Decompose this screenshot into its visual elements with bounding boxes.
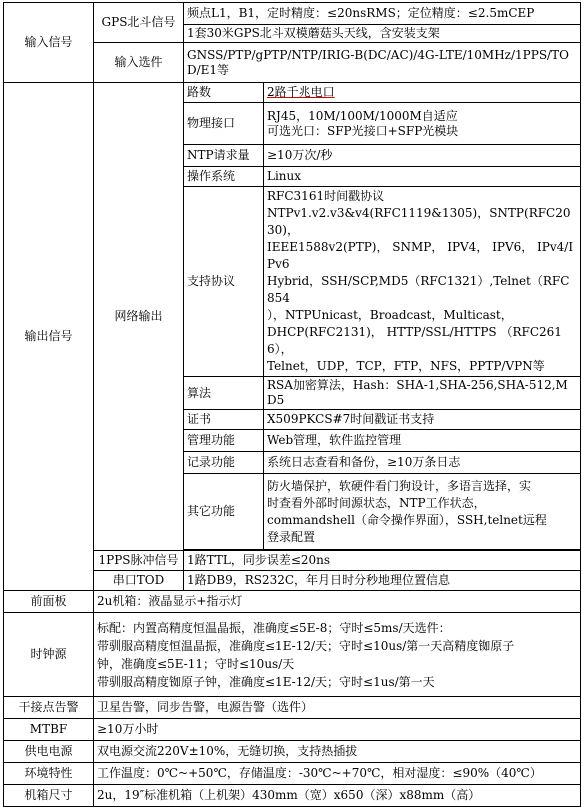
size-label: 机箱尺寸 <box>4 785 94 807</box>
mtbf-label: MTBF <box>4 719 94 741</box>
clock-line-1: 标配：内置高精度恒温晶振，准确度≤5E-8；守时≤5ms/天选件： <box>97 620 451 635</box>
interface-label: 物理接口 <box>184 103 264 145</box>
clock-line-3: 钟，准确度≤5E-11；守时≤10us/天 <box>97 656 295 671</box>
power-row <box>4 741 581 763</box>
protocol-line-3: IEEE1588v2(PTP)， SNMP， IPV4， IPV6， IPv4/IPv6 <box>267 240 574 271</box>
spec-table <box>3 2 581 807</box>
other-label: 其它功能 <box>184 474 264 550</box>
protocol-line-6: DHCP(RFC2131)， HTTP/SSL/HTTPS （RFC2616）， <box>267 325 562 356</box>
protocol-line-5: ），NTPUnicast，Broadcast，Multicast， <box>267 308 513 322</box>
mtbf-value: ≥10万小时 <box>94 719 581 741</box>
env-value: 工作温度：0℃~+50℃，存储温度：-30℃~+70℃，相对湿度：≤90%（40℃） <box>94 763 581 785</box>
clock-source-row <box>4 613 581 697</box>
other-line-1: 防火墙保护，软硬件看门狗设计，多语言选择，实 <box>267 478 532 493</box>
gps-value-1: 频点L1，B1，定时精度：≤20nsRMS；定位精度：≤2.5mCEP <box>184 3 581 25</box>
protocol-line-1: RFC3161时间戳协议 <box>267 189 385 203</box>
gps-row-1 <box>4 3 581 25</box>
env-label: 环境特性 <box>4 763 94 785</box>
tod-value: 1路DB9，RS232C，年月日时分秒地理位置信息 <box>184 571 581 591</box>
ntp-value: ≥10万次/秒 <box>264 145 581 167</box>
protocol-line-2: NTPv1.v2.v3&v4(RFC1119&1305)，SNTP(RFC2030)， <box>267 206 571 237</box>
other-value <box>264 474 581 550</box>
pps-value: 1路TTL，同步误差≤20ns <box>184 551 581 571</box>
os-value: Linux <box>264 167 581 187</box>
algorithm-label: 算法 <box>184 377 264 410</box>
power-value: 双电源交流220V±10%，无缝切换，支持热插拔 <box>94 741 581 763</box>
other-line-2: 时查看外部时间源状态，NTP工作状态， <box>267 495 486 510</box>
output-signal-label: 输出信号 <box>4 83 94 591</box>
env-row <box>4 763 581 785</box>
alarm-row <box>4 697 581 719</box>
size-row <box>4 785 581 807</box>
mgmt-label: 管理功能 <box>184 430 264 452</box>
tod-label: 串口TOD <box>94 571 184 591</box>
clock-line-4: 带驯服高精度铷原子钟，准确度≤1E-12/天；守时≤1us/第一天 <box>97 674 435 689</box>
port-label: 路数 <box>184 83 264 103</box>
port-value: 2路千兆电口 <box>264 83 581 103</box>
other-line-4: 登录配置 <box>267 529 316 544</box>
port-row <box>4 83 581 103</box>
alarm-label: 干接点告警 <box>4 697 94 719</box>
gps-label: GPS北斗信号 <box>94 3 184 43</box>
size-value: 2u，19″标准机箱（上机架）430mm（宽）x650（深）x88mm（高） <box>94 785 581 807</box>
cert-value: X509PKCS#7时间戳证书支持 <box>264 410 581 430</box>
optional-value: GNSS/PTP/gPTP/NTP/IRIG-B(DC/AC)/4G-LTE/10MHz/1PPS/TOD/E1等 <box>184 43 581 83</box>
other-line-3: commandshell（命令操作界面），SSH,telnet远程 <box>267 512 547 527</box>
power-label: 供电电源 <box>4 741 94 763</box>
interface-value-line-2: 可选光口：SFP光接口+SFP光模块 <box>267 123 459 138</box>
interface-value-line-1: RJ45，10M/100M/1000M自适应 <box>267 108 458 123</box>
protocol-value <box>264 187 581 377</box>
network-output-label: 网络输出 <box>94 83 184 551</box>
algorithm-value: RSA加密算法，Hash：SHA-1,SHA-256,SHA-512,MD5 <box>264 377 581 410</box>
protocol-line-4: Hybrid，SSH/SCP,MD5（RFC1321）,Telnet（RFC854 <box>267 274 570 305</box>
clock-source-value <box>94 613 581 697</box>
log-value: 系统日志查看和备份，≥10万条日志 <box>264 452 581 474</box>
mgmt-value: Web管理，软件监控管理 <box>264 430 581 452</box>
gps-value-2: 1套30米GPS北斗双模蘑菇头天线，含安装支架 <box>184 25 581 43</box>
input-signal-label: 输入信号 <box>4 3 94 83</box>
log-label: 记录功能 <box>184 452 264 474</box>
front-panel-row <box>4 591 581 613</box>
os-label: 操作系统 <box>184 167 264 187</box>
protocol-label: 支持协议 <box>184 187 264 377</box>
interface-value <box>264 103 581 145</box>
front-panel-value: 2u机箱：液晶显示+指示灯 <box>94 591 581 613</box>
alarm-value: 卫星告警，同步告警，电源告警（选件） <box>94 697 581 719</box>
optional-label: 输入选件 <box>94 43 184 83</box>
ntp-label: NTP请求量 <box>184 145 264 167</box>
cert-label: 证书 <box>184 410 264 430</box>
mtbf-row <box>4 719 581 741</box>
clock-source-label: 时钟源 <box>4 613 94 697</box>
protocol-line-7: Telnet，UDP，TCP，FTP，NFS，PPTP/VPN等 <box>267 359 545 373</box>
pps-label: 1PPS脉冲信号 <box>94 551 184 571</box>
clock-line-2: 带驯服高精度恒温晶振，准确度≤1E-12/天；守时≤10us/第一天高精度铷原子 <box>97 638 515 653</box>
front-panel-label: 前面板 <box>4 591 94 613</box>
